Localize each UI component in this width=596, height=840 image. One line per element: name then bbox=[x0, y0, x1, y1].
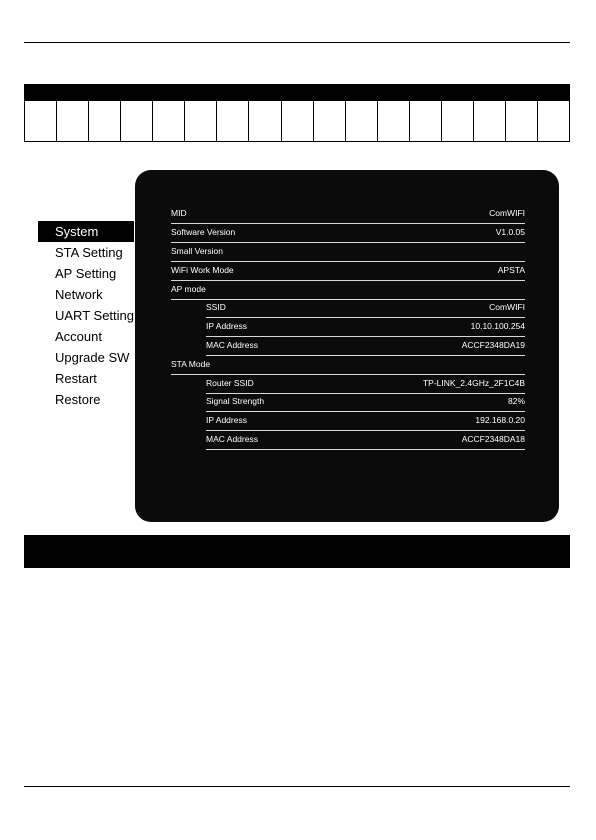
info-label: Router SSID bbox=[206, 378, 254, 388]
table-cell bbox=[282, 101, 314, 141]
info-label: SSID bbox=[206, 302, 226, 312]
info-label: WiFi Work Mode bbox=[171, 265, 234, 275]
info-row-ap-mac bbox=[206, 336, 525, 356]
bottom-rule bbox=[24, 786, 570, 787]
info-value: 10.10.100.254 bbox=[470, 321, 525, 331]
info-label: MAC Address bbox=[206, 434, 258, 444]
info-label: MID bbox=[171, 208, 187, 218]
table-cell bbox=[89, 101, 121, 141]
black-banner bbox=[24, 535, 570, 568]
table-cell bbox=[442, 101, 474, 141]
info-row-software-version bbox=[171, 223, 525, 243]
info-row-sta-mac bbox=[206, 430, 525, 450]
menu-item-restore[interactable]: Restore bbox=[55, 392, 101, 407]
table-header-bar bbox=[24, 84, 570, 101]
system-info-panel bbox=[135, 170, 559, 522]
table-cell bbox=[153, 101, 185, 141]
menu-item-system[interactable]: System bbox=[38, 221, 134, 242]
info-label: Software Version bbox=[171, 227, 236, 237]
menu-item-restart[interactable]: Restart bbox=[55, 371, 97, 386]
info-value: ComWIFI bbox=[489, 302, 525, 312]
menu-item-upgrade-sw[interactable]: Upgrade SW bbox=[55, 350, 130, 365]
info-value: ACCF2348DA19 bbox=[461, 340, 525, 350]
table-cell bbox=[185, 101, 217, 141]
info-label: IP Address bbox=[206, 321, 247, 331]
menu-item-ap-setting[interactable]: AP Setting bbox=[55, 266, 117, 281]
table-cell bbox=[506, 101, 538, 141]
section-label: STA Mode bbox=[171, 359, 211, 369]
empty-table-strip bbox=[24, 84, 570, 142]
section-label: AP mode bbox=[171, 284, 206, 294]
side-menu bbox=[38, 221, 134, 410]
info-label: Signal Strength bbox=[206, 396, 265, 406]
menu-item-uart-setting[interactable]: UART Setting bbox=[55, 308, 135, 323]
info-row-ap-ip bbox=[206, 317, 525, 337]
table-cell bbox=[121, 101, 153, 141]
table-cell bbox=[538, 101, 570, 141]
info-label: IP Address bbox=[206, 415, 247, 425]
info-row-mid bbox=[171, 204, 525, 224]
table-cell bbox=[249, 101, 281, 141]
info-value: 192.168.0.20 bbox=[475, 415, 525, 425]
info-value: ACCF2348DA18 bbox=[461, 434, 525, 444]
top-rule bbox=[24, 42, 570, 43]
info-row-router-ssid bbox=[206, 374, 525, 394]
table-row bbox=[24, 101, 570, 142]
section-ap-mode bbox=[171, 280, 525, 300]
table-cell bbox=[25, 101, 57, 141]
menu-item-network[interactable]: Network bbox=[55, 287, 103, 302]
table-cell bbox=[217, 101, 249, 141]
table-cell bbox=[57, 101, 89, 141]
info-label: Small Version bbox=[171, 246, 223, 256]
table-cell bbox=[474, 101, 506, 141]
table-cell bbox=[410, 101, 442, 141]
info-row-ap-ssid bbox=[206, 298, 525, 318]
menu-item-sta-setting[interactable]: STA Setting bbox=[55, 245, 123, 260]
info-label: MAC Address bbox=[206, 340, 258, 350]
info-value: APSTA bbox=[497, 265, 525, 275]
table-cell bbox=[378, 101, 410, 141]
info-row-sta-ip bbox=[206, 411, 525, 431]
info-row-small-version bbox=[171, 242, 525, 262]
info-value: 82% bbox=[507, 396, 525, 406]
info-value: ComWIFI bbox=[489, 208, 525, 218]
info-value: TP-LINK_2.4GHz_2F1C4B bbox=[422, 378, 525, 388]
info-row-wifi-work-mode bbox=[171, 261, 525, 281]
table-cell bbox=[314, 101, 346, 141]
section-sta-mode bbox=[171, 355, 525, 375]
table-cell bbox=[346, 101, 378, 141]
info-row-signal-strength bbox=[206, 392, 525, 412]
info-value: V1.0.05 bbox=[495, 227, 525, 237]
menu-item-account[interactable]: Account bbox=[55, 329, 102, 344]
